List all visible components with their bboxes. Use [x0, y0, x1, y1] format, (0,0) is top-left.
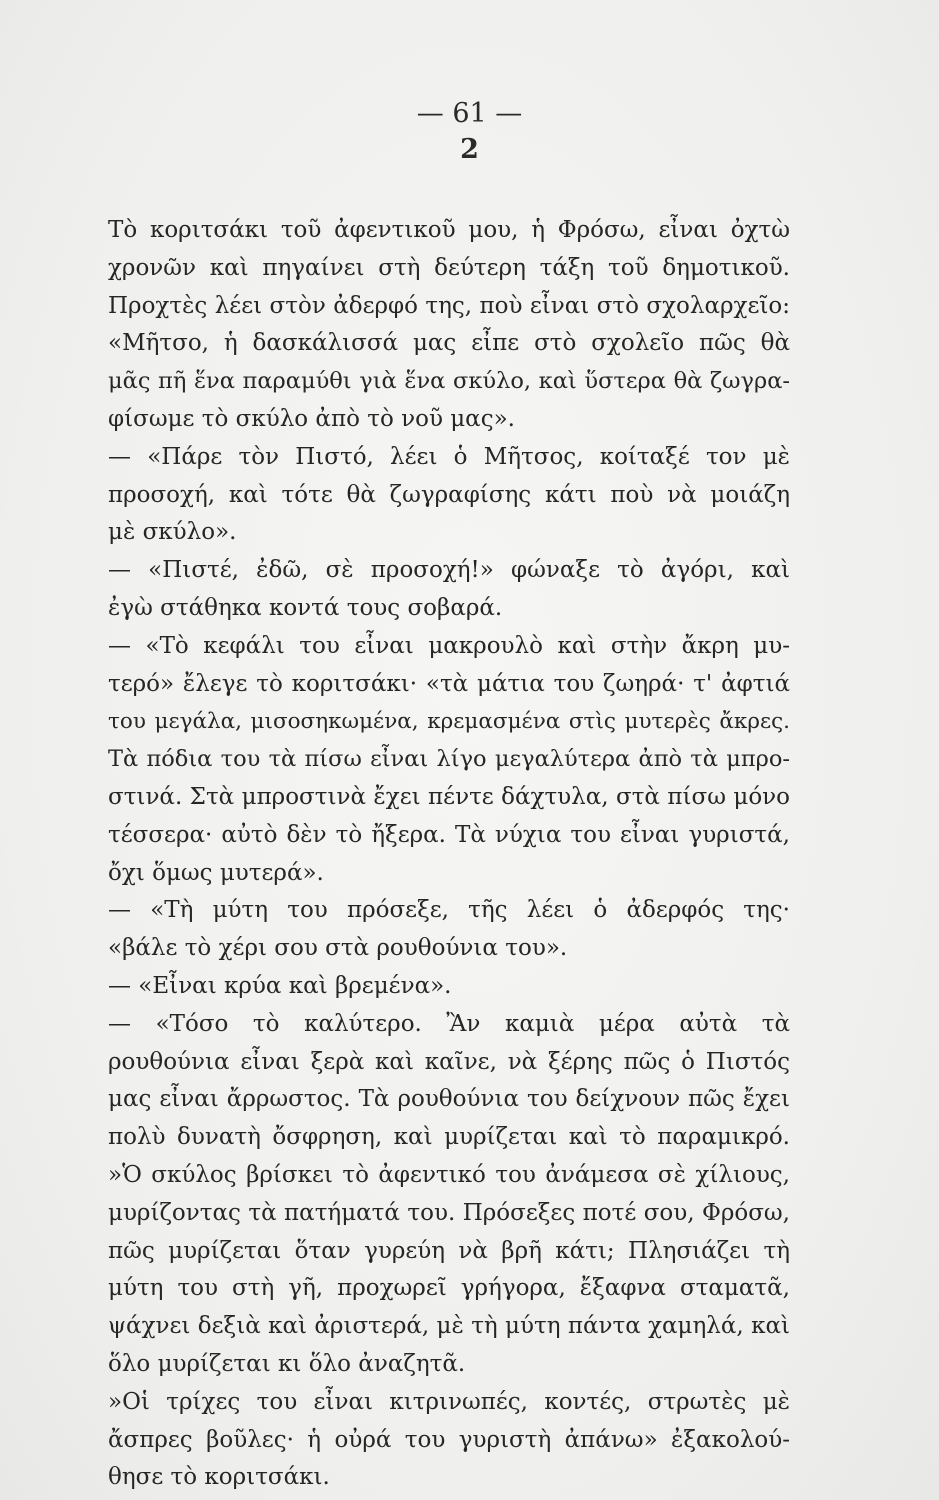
text-line: Τὰ πόδια του τὰ πίσω εἶναι λίγο μεγαλύτερα ἀπὸ τὰ μπρο- — [108, 746, 790, 773]
text-line: — «Εἶναι κρύα καὶ βρεμένα». — [108, 972, 452, 999]
text-line: μας εἶναι ἄρρωστος. Τὰ ρουθούνια του δείχνουν πῶς ἔχει — [108, 1086, 790, 1113]
body-text — [108, 212, 790, 1497]
text-line: ἐγὼ στάθηκα κοντά τους σοβαρά. — [108, 594, 503, 621]
text-line: μᾶς πῆ ἕνα παραμύθι γιὰ ἕνα σκύλο, καὶ ὕστερα θὰ ζωγρα- — [108, 368, 790, 395]
text-line: Προχτὲς λέει στὸν ἀδερφό της, ποὺ εἶναι στὸ σχολαρχεῖο: — [108, 292, 790, 319]
text-line: μύτη του στὴ γῆ, προχωρεῖ γρήγορα, ἔξαφνα σταματᾶ, — [108, 1275, 790, 1302]
text-line: — «Τὸ κεφάλι του εἶναι μακρουλὸ καὶ στὴν ἄκρη μυ- — [108, 632, 790, 659]
text-line: »Ὁ σκύλος βρίσκει τὸ ἀφεντικό του ἀνάμεσα σὲ χίλιους, — [108, 1161, 790, 1188]
text-line: — «Πιστέ, ἐδῶ, σὲ προσοχή!» φώναξε τὸ ἀγόρι, καὶ — [108, 557, 790, 584]
text-line: ψάχνει δεξιὰ καὶ ἀριστερά, μὲ τὴ μύτη πάντα χαμηλά, καὶ — [108, 1313, 790, 1340]
text-line: πῶς μυρίζεται ὅταν γυρεύη νὰ βρῆ κάτι; Πλησιάζει τὴ — [108, 1237, 790, 1264]
text-line: «βάλε τὸ χέρι σου στὰ ρουθούνια του». — [108, 935, 568, 962]
text-line: ὅλο μυρίζεται κι ὅλο ἀναζητᾶ. — [108, 1350, 466, 1377]
text-line: — «Τὴ μύτη του πρόσεξε, τῆς λέει ὁ ἀδερφός της· — [108, 897, 790, 924]
text-line: ἄσπρες βοῦλες· ἡ οὐρά του γυριστὴ ἀπάνω» ἐξακολού- — [108, 1426, 790, 1453]
section-number: 2 — [460, 134, 479, 165]
text-line: ρουθούνια εἶναι ξερὰ καὶ καῖνε, νὰ ξέρης πῶς ὁ Πιστός — [108, 1048, 790, 1075]
text-line: μυρίζοντας τὰ πατήματά του. Πρόσεξες ποτέ σου, Φρόσω, — [108, 1199, 790, 1226]
text-line: ὄχι ὅμως μυτερά». — [108, 859, 324, 886]
text-line: πολὺ δυνατὴ ὄσφρηση, καὶ μυρίζεται καὶ τὸ παραμικρό. — [108, 1124, 790, 1151]
text-line: — «Τόσο τὸ καλύτερο. Ἂν καμιὰ μέρα αὐτὰ τὰ — [108, 1010, 790, 1037]
text-line: τερό» ἔλεγε τὸ κοριτσάκι· «τὰ μάτια του ζωηρά· τ' ἀφτιά — [108, 670, 790, 697]
text-line: στινά. Στὰ μπροστινὰ ἔχει πέντε δάχτυλα, στὰ πίσω μόνο — [108, 783, 790, 810]
text-line: μὲ σκύλο». — [108, 519, 237, 546]
text-line: φίσωμε τὸ σκύλο ἀπὸ τὸ νοῦ μας». — [108, 405, 515, 432]
text-line: «Μῆτσο, ἡ δασκάλισσά μας εἶπε στὸ σχολεῖο πῶς θὰ — [108, 330, 790, 357]
page-number: — 61 — — [416, 98, 523, 129]
text-line: προσοχή, καὶ τότε θὰ ζωγραφίσης κάτι ποὺ νὰ μοιάζη — [108, 481, 790, 508]
text-line: θησε τὸ κοριτσάκι. — [108, 1464, 330, 1491]
text-line: του μεγάλα, μισοσηκωμένα, κρεμασμένα στὶς μυτερὲς ἄκρες. — [108, 709, 790, 735]
text-line: τέσσερα· αὐτὸ δὲν τὸ ἤξερα. Τὰ νύχια του εἶναι γυριστά, — [108, 821, 790, 848]
text-line: χρονῶν καὶ πηγαίνει στὴ δεύτερη τάξη τοῦ δημοτικοῦ. — [108, 254, 790, 281]
text-line: — «Πάρε τὸν Πιστό, λέει ὁ Μῆτσος, κοίταξέ τον μὲ — [108, 443, 790, 470]
text-line: Τὸ κοριτσάκι τοῦ ἀφεντικοῦ μου, ἡ Φρόσω, εἶναι ὀχτὼ — [108, 217, 790, 243]
text-line: »Οἱ τρίχες του εἶναι κιτρινωπές, κοντές, στρωτὲς μὲ — [108, 1388, 790, 1415]
